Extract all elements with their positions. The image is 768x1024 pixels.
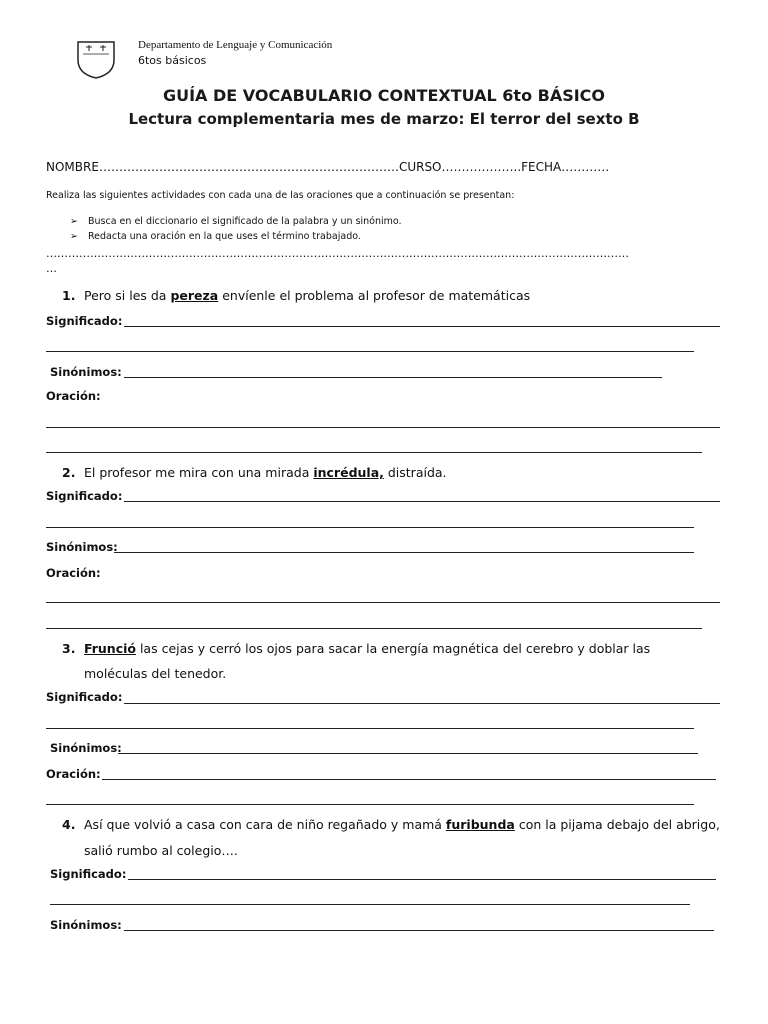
question-text: las cejas y cerró los ojos para sacar la energía magnética del cerebro y doblar las [135, 641, 651, 656]
significado-answer-line[interactable] [124, 501, 720, 502]
oracion-answer-line[interactable] [46, 804, 694, 805]
answer-line[interactable] [46, 527, 694, 528]
significado-label: Significado: [46, 489, 123, 503]
student-info-line [46, 160, 609, 174]
oracion-answer-line[interactable] [46, 628, 702, 629]
question-4-continuation: salió rumbo al colegio…. [84, 843, 238, 858]
instruction-text: Busca en el diccionario el significado de la palabra y un sinónimo. [88, 216, 402, 227]
oracion-answer-line[interactable] [102, 779, 716, 780]
oracion-label: Oración: [46, 566, 101, 580]
answer-line[interactable] [46, 351, 694, 352]
sinonimos-answer-line[interactable] [124, 377, 662, 378]
question-number: 4. [62, 817, 76, 832]
sinonimos-label: Sinónimos: [50, 741, 122, 755]
question-1 [62, 288, 530, 303]
sinonimos-label: Sinónimos: [50, 365, 122, 379]
question-text: distraída. [383, 465, 447, 480]
department-name: Departamento de Lenguaje y Comunicación [138, 39, 333, 51]
arrow-bullet-icon: ➢ [70, 231, 78, 242]
answer-line[interactable] [50, 904, 690, 905]
curso-label: CURSO [398, 160, 442, 174]
question-number: 1. [62, 288, 76, 303]
instruction-bullet [70, 231, 361, 242]
page-subtitle: Lectura complementaria mes de marzo: El terror del sexto B [128, 110, 640, 128]
oracion-label: Oración: [46, 389, 101, 403]
question-keyword: furibunda [445, 817, 515, 832]
page-title: GUÍA DE VOCABULARIO CONTEXTUAL 6to BÁSICO [162, 86, 606, 105]
question-text: Pero si les da [84, 288, 171, 303]
fecha-label: FECHA [521, 160, 562, 174]
answer-line[interactable] [46, 728, 694, 729]
question-keyword: Frunció [84, 641, 136, 656]
question-text: Así que volvió a casa con cara de niño regañado y mamá [84, 817, 446, 832]
significado-label: Significado: [50, 867, 127, 881]
question-keyword: pereza [170, 288, 219, 303]
sinonimos-label: Sinónimos: [46, 540, 118, 554]
oracion-answer-line[interactable] [46, 427, 720, 428]
sinonimos-answer-line[interactable] [114, 552, 694, 553]
question-4 [62, 817, 720, 832]
sinonimos-answer-line[interactable] [118, 753, 698, 754]
oracion-answer-line[interactable] [46, 452, 702, 453]
dotted-separator: …………………………………………………………………………………………………………………………………………… [46, 247, 629, 260]
question-3-continuation: moléculas del tenedor. [84, 666, 227, 681]
dotted-separator-end: … [46, 262, 57, 275]
question-2 [62, 465, 447, 480]
oracion-label: Oración: [46, 767, 101, 781]
significado-answer-line[interactable] [124, 326, 720, 327]
significado-label: Significado: [46, 314, 123, 328]
question-text: con la pijama debajo del abrigo, [514, 817, 720, 832]
question-number: 3. [62, 641, 76, 656]
significado-answer-line[interactable] [124, 703, 720, 704]
sinonimos-answer-line[interactable] [124, 930, 714, 931]
significado-label: Significado: [46, 690, 123, 704]
curso-field[interactable]: ……………….. [441, 160, 522, 174]
arrow-bullet-icon: ➢ [70, 216, 78, 227]
nombre-field[interactable]: ………………………………………………………………… [98, 160, 399, 174]
instructions-intro: Realiza las siguientes actividades con cada una de las oraciones que a continuación se presentan: [46, 190, 515, 201]
grade-label: 6tos básicos [138, 54, 207, 67]
sinonimos-label: Sinónimos: [50, 918, 122, 932]
nombre-label: NOMBRE [46, 160, 99, 174]
school-logo [74, 36, 118, 80]
oracion-answer-line[interactable] [46, 602, 720, 603]
question-keyword: incrédula, [313, 465, 384, 480]
instruction-text: Redacta una oración en la que uses el término trabajado. [88, 231, 361, 242]
question-number: 2. [62, 465, 76, 480]
significado-answer-line[interactable] [128, 879, 716, 880]
question-3 [62, 641, 650, 656]
fecha-field[interactable]: ………… [561, 160, 610, 174]
question-text: El profesor me mira con una mirada [84, 465, 314, 480]
question-text: envíenle el problema al profesor de matemáticas [218, 288, 531, 303]
instruction-bullet [70, 216, 402, 227]
